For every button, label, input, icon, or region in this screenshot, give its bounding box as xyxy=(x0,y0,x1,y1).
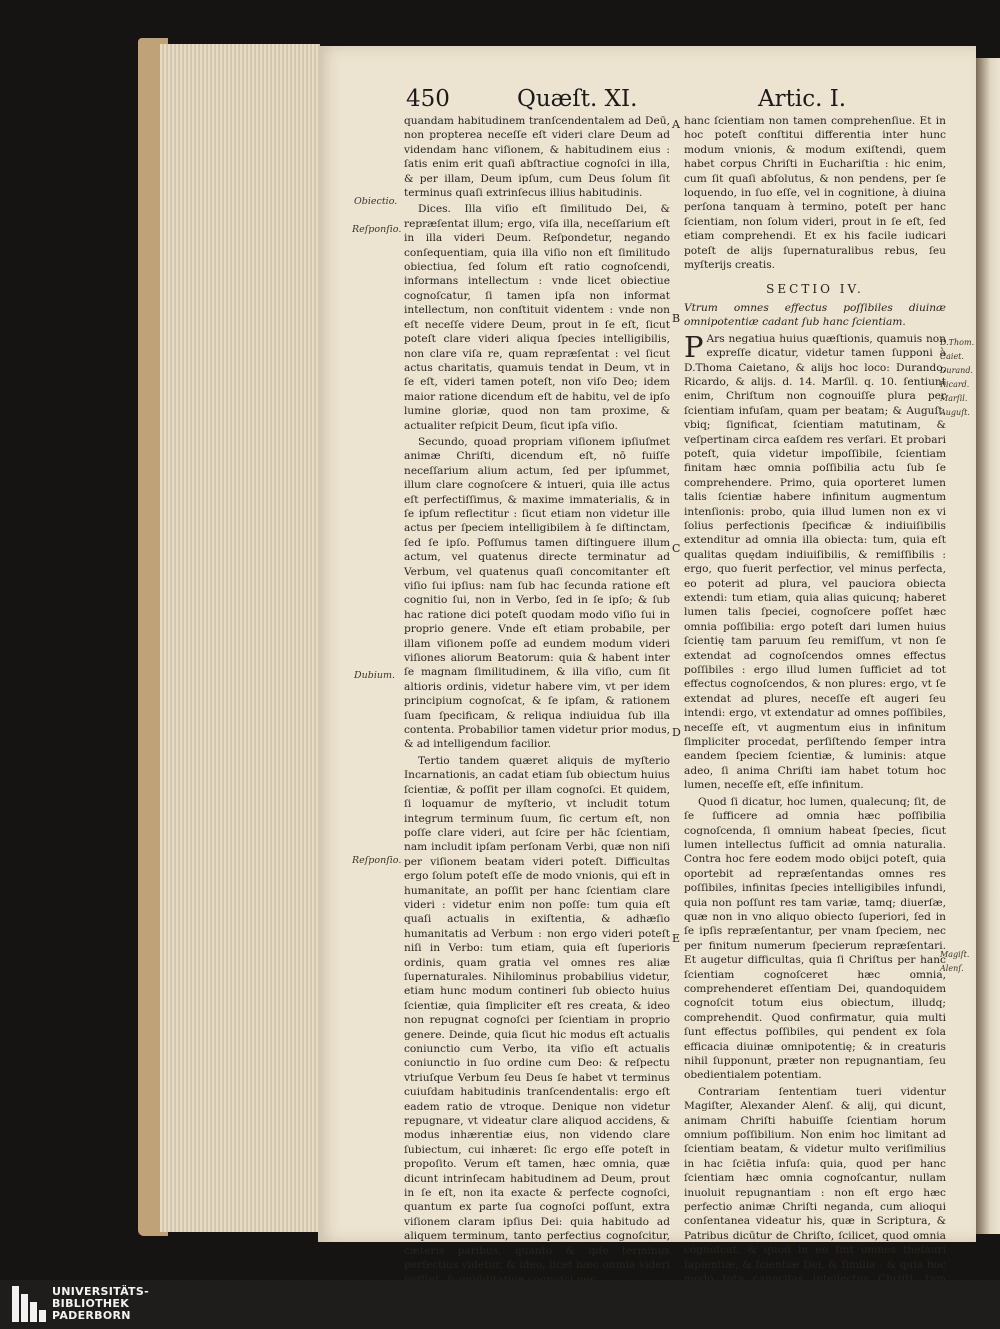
running-head-article: Artic. I. xyxy=(758,86,847,112)
page-edges xyxy=(160,44,320,1232)
left-text-column xyxy=(404,114,670,1289)
paragraph: hanc ſcientiam non tamen comprehenſiue. Et in hoc poteſt conſtitui differentia inter hunc modum vnionis, & modum exiſtendi, quem habet corpus Chriſti in Euchariſtia : hic enim, cum ſit quaſi abſolutus, & non pendens, per ſe loquendo, in ſuo eſſe, vel in cognitione, à diuina perſona tanquam à termino, poteſt per hanc ſcientiam, non ſolum videri, prout in ſe eſt, ſed etiam comprehendi. Et ex his facile iudicari poteſt de alijs ſupernaturalibus rebus, ſeu myſterijs creatis. xyxy=(684,115,946,272)
margin-note-responsio: Reſponſio. xyxy=(352,224,402,235)
section-marker-b: B xyxy=(672,312,681,325)
right-text-column xyxy=(684,114,946,1303)
margin-note-responsio: Reſponſio. xyxy=(352,855,402,866)
paragraph: P Ars negatiua huius quæſtionis, quamuis non expreſſe dicatur, videtur tamen ſupponi à D.Thoma Caietano, & alijs hoc loco: Durando, Ricardo, & alijs. d. 14. Marſil. q. 10. ſentiunt enim, Chriſtum non cognouiſſe plura per ſcientiam infuſam, quam per beatam; & Auguſt. vbiq; ſignificat, ſcientiam matutinam, & veſpertinam circa eaſdem res verſari. Et probari poteſt, quia videtur impoſſibile, ſcientiam finitam hæc omnia poſſibilia actu ſub ſe comprehendere. Primo, quia oporteret lumen talis ſcientiæ habere infinitum augmentum intenſionis: probo, quia illud lumen non ex vi ſolius perfectionis ſpecificæ & indiuiſibilis extenditur ad omnia illa obiecta: tum, quia eſt qualitas quędam indiuiſibilis, & remiſſibilis : ergo, quo fuerit perfectior, vel minus perfecta, eo poterit ad plura, vel pauciora obiecta extendi: tum etiam, quia alias quicunq; haberet lumen talis ſpeciei, cognoſcere poſſet hæc omnia poſſibilia: ergo poteſt dari lumen huius ſcientię tam paruum ſeu remiſſum, vt non ſe extendat ad cognoſcendos omnes effectus poſſibiles : ergo illud lumen ſufficiet ad tot effectus cognoſcendos, & non plures: ergo, vt ſe extendat ad plures, neceſſe eſt augeri ſeu intendi: ergo, vt extendatur ad omnes poſſibiles, neceſſe eſt, vt augmentum eius in infinitum ſimpliciter procedat, perſiſtendo ſemper intra eandem ſpeciem ſcientiæ, & luminis: atque adeo, ſi anima Chriſti iam habet totum hoc lumen, neceſſe eſt, eſſe infinitum. xyxy=(684,329,946,792)
section-marker-e: E xyxy=(672,932,681,945)
library-name: UNIVERSITÄTS- BIBLIOTHEK PADERBORN xyxy=(52,1285,149,1322)
margin-note-citations: D.Thom. Caiet. Durand. Ricard. Marſil. Auguſt. xyxy=(940,338,975,417)
running-head-question: Quæſt. XI. xyxy=(517,86,638,112)
paragraph: Quod ſi dicatur, hoc lumen, qualecunq; ſit, de ſe ſufficere ad omnia hæc poſſibilia cognoſcenda, ſi omnium habeat ſpecies, ſicut lumen intellectus ſufficit ad omnia naturalia. Contra hoc fere eodem modo obijci poteſt, quia oportebit ad repræſentandas omnes res poſſibiles, infinitas ſpecies intelligibiles infundi, quia non poſſunt res tam variæ, tamq; diuerſæ, quæ non in vno aliquo obiecto ſuperiori, ſed in ſe ipſis repræſentantur, per vnam ſpeciem, nec per finitum numerum ſpecierum repræſentari. Et augetur difficultas, quia ſi Chriſtus per hanc ſcientiam cognoſceret hæc omnia, comprehenderet eſſentiam Dei, quandoquidem cognoſcit totum eius obiectum, illudq; comprehendit. Quod confirmatur, quia multi ſunt effectus poſſibiles, qui pendent ex ſola efficacia diuinæ omnipotentię; & in creaturis nihil ſupponunt, præter non repugnantiam, ſeu obedientialem potentiam. xyxy=(684,795,946,1082)
section-marker-a: A xyxy=(672,118,680,131)
paragraph: Contrariam ſententiam tueri videntur Magiſter, Alexander Alenſ. & alij, qui dicunt, animam Chriſti habuiſſe ſcientiam horum omnium poſſibilium. Non enim hoc limitant ad ſcientiam beatam, & videtur multo veriſimilius in hac ſciētia infuſa: quia, quod per hanc ſcientiam hæc omnia cognoſcantur, nullam inuoluit repugnantiam : non eſt ergo hæc perfectio animæ Chriſti neganda, cum alioqui conſentanea videatur his, quæ in Scriptura, & Patribus dicūtur de Chriſto, ſcilicet, quod omnia cognoſcat, & quod in eo ſint omnes theſauri ſapientiæ, & ſcientiæ Dei, & ſimilia : & quia hoc xyxy=(684,1085,946,1271)
footer-bar xyxy=(0,1280,1000,1329)
page-number: 450 xyxy=(406,86,450,112)
section-heading: SECTIO IV. xyxy=(766,282,864,297)
margin-note-obiectio: Obiectio. xyxy=(354,196,398,207)
margin-note-dubium: Dubium. xyxy=(354,670,396,681)
paragraph: Tertio tandem quæret aliquis de myſterio Incarnationis, an cadat etiam ſub obiectum huius ſcientiæ, & poſſit per illam cognoſci. Et quidem, ſi loquamur de myſterio, vt includit totum integrum terminum ſuum, ſic certum eſt, non poſſe clare videri, aut ſcire per hāc ſcientiam, nam includit ipſam perſonam Verbi, quæ non niſi per viſionem beatam videri poteſt. Difficultas ergo ſolum poteſt eſſe de modo vnionis, qui eſt in humanitate, an poſſit per hanc ſcientiam clare videri : videtur enim non poſſe: tum quia eſt quaſi actualis in exiſtentia, & adhæſio humanitatis ad Verbum : non ergo videri poteſt niſi in Verbo: tum etiam, quia eſt ſuperioris ordinis, quam gratia vel omnes res aliæ ſupernaturales. Nihilominus probabilius videtur, etiam hunc modum contineri ſub obiecto huius ſcientiæ, quia ſimpliciter eſt res creata, & ideo non repugnat cognoſci per ſcientiam in proprio genere. Deinde, quia ſicut hic modus eſt actualis coniunctio cum Verbo, ita viſio eſt actualis coniunctio in ſuo ordine cum Deo: & reſpectu vtriuſque Verbum ſeu Deus ſe habet vt terminus cuiuſdam habitudinis tranſcendentalis: ergo eſt eadem ratio de vtroque. Denique non videtur repugnare, vt videatur clare aliquod accidens, & modus inhærentiæ eius, non videndo clare ſubiectum, cui inhæret: ſic ergo eſſe poteſt in propoſito. Verum eſt tamen, hæc omnia, quæ dicunt intrinſecam habitudinem ad Deum, prout in ſe eſt, non ita exacte & perfecte cognoſci, quantum ex parte ſua cognoſci poſſunt, extra viſionem claram ipſius Dei: quia habitudo ad aliquem terminum, tanto perfectius cognoſcitur, cæteris paribus, quanto & ipſe terminus perfectius videtur, & ideo, licet hæc omnia videri xyxy=(404,754,670,1272)
section-marker-d: D xyxy=(672,726,681,739)
section-marker-c: C xyxy=(672,542,681,555)
margin-note-citations: Magiſt. Alenſ. xyxy=(940,950,970,973)
facing-page-edge xyxy=(976,58,1000,1234)
library-logo-icon xyxy=(12,1286,46,1322)
paragraph: Secundo, quoad propriam viſionem ipſiuſmet animæ Chriſti, dicendum eſt, nō fuiſſe neceſſarium alium actum, ſed per ipſummet, illum clare cognoſcere & intueri, quia ille actus eſt perfectiſſimus, & maxime immaterialis, & in ſe ipſum reflectitur : ſicut etiam non videtur ille actus per ſpeciem intelligibilem à ſe diſtinctam, ſed ſe ipſo. Poſſumus tamen diſtinguere illum actum, vel quatenus directe terminatur ad Verbum, vel quatenus quaſi concomitanter eſt viſio ſui ipſius: nam ſub hac ſecunda ratione eſt cognitio ſui, non in Verbo, ſed in ſe ipſo; & ſub hac ratione dici poteſt quodam modo viſio ſui in proprio genere. Vnde eſt etiam probabile, per illam viſionem poſſe ad eundem modum videri viſiones aliorum Beatorum: quia & habent inter ſe magnam ſimilitudinem, & illa viſio, cum ſit altioris ordinis, videtur habere vim, vt per idem principium cognoſcat, & ſe ipſam, & rationem ſuam ſpecificam, & reliqua indiuidua ſub illa contenta. Probabilior tamen videtur prior modus, & ad intelligendum facilior. xyxy=(404,435,670,751)
drop-cap: P xyxy=(684,329,704,364)
paragraph: Dices. Illa viſio eſt ſimilitudo Dei, & repræſentat illum; ergo, viſa illa, neceſſarium eſt in illa videri Deum. Reſpondetur, negando conſequentiam, quia illa viſio non eſt ſimilitudo obiectiua, ſed ſolum eſt ratio cognoſcendi, informans intellectum : vnde licet obiectiue cognoſcatur, ſi tamen ipſa non informat intellectum, non conſtituit videntem : vnde non eſt neceſſe videre Deum, prout in ſe eſt, ſicut poteſt clare videri aliqua ſpecies intelligibilis, non clare viſa re, quam repræſentat : vel ſicut actus charitatis, quamuis tendat in Deum, vt in ſe eſt, videri tamen poteſt, non viſo Deo; idem maior ratione dicendum eſt de habitu, vel de ipſo lumine gloriæ, quod non tam proxime, & actualiter reſpicit Deum, ſicut ipſa viſio. xyxy=(404,203,670,432)
paragraph: quandam habitudinem tranſcendentalem ad Deū, non propterea neceſſe eſt videri clare Deum ad videndam hanc viſionem, & habitudinem eius : ſatis enim erit quaſi abſtractiue cognoſci in illa, & per illam, Deum ipſum, cum Deus ſolum ſit terminus quaſi extrinſecus illius habitudinis. xyxy=(404,115,670,200)
section-question: Vtrum omnes effectus poſſibiles diuinæ omnipotentiæ cadant ſub hanc ſcientiam. xyxy=(684,301,946,329)
